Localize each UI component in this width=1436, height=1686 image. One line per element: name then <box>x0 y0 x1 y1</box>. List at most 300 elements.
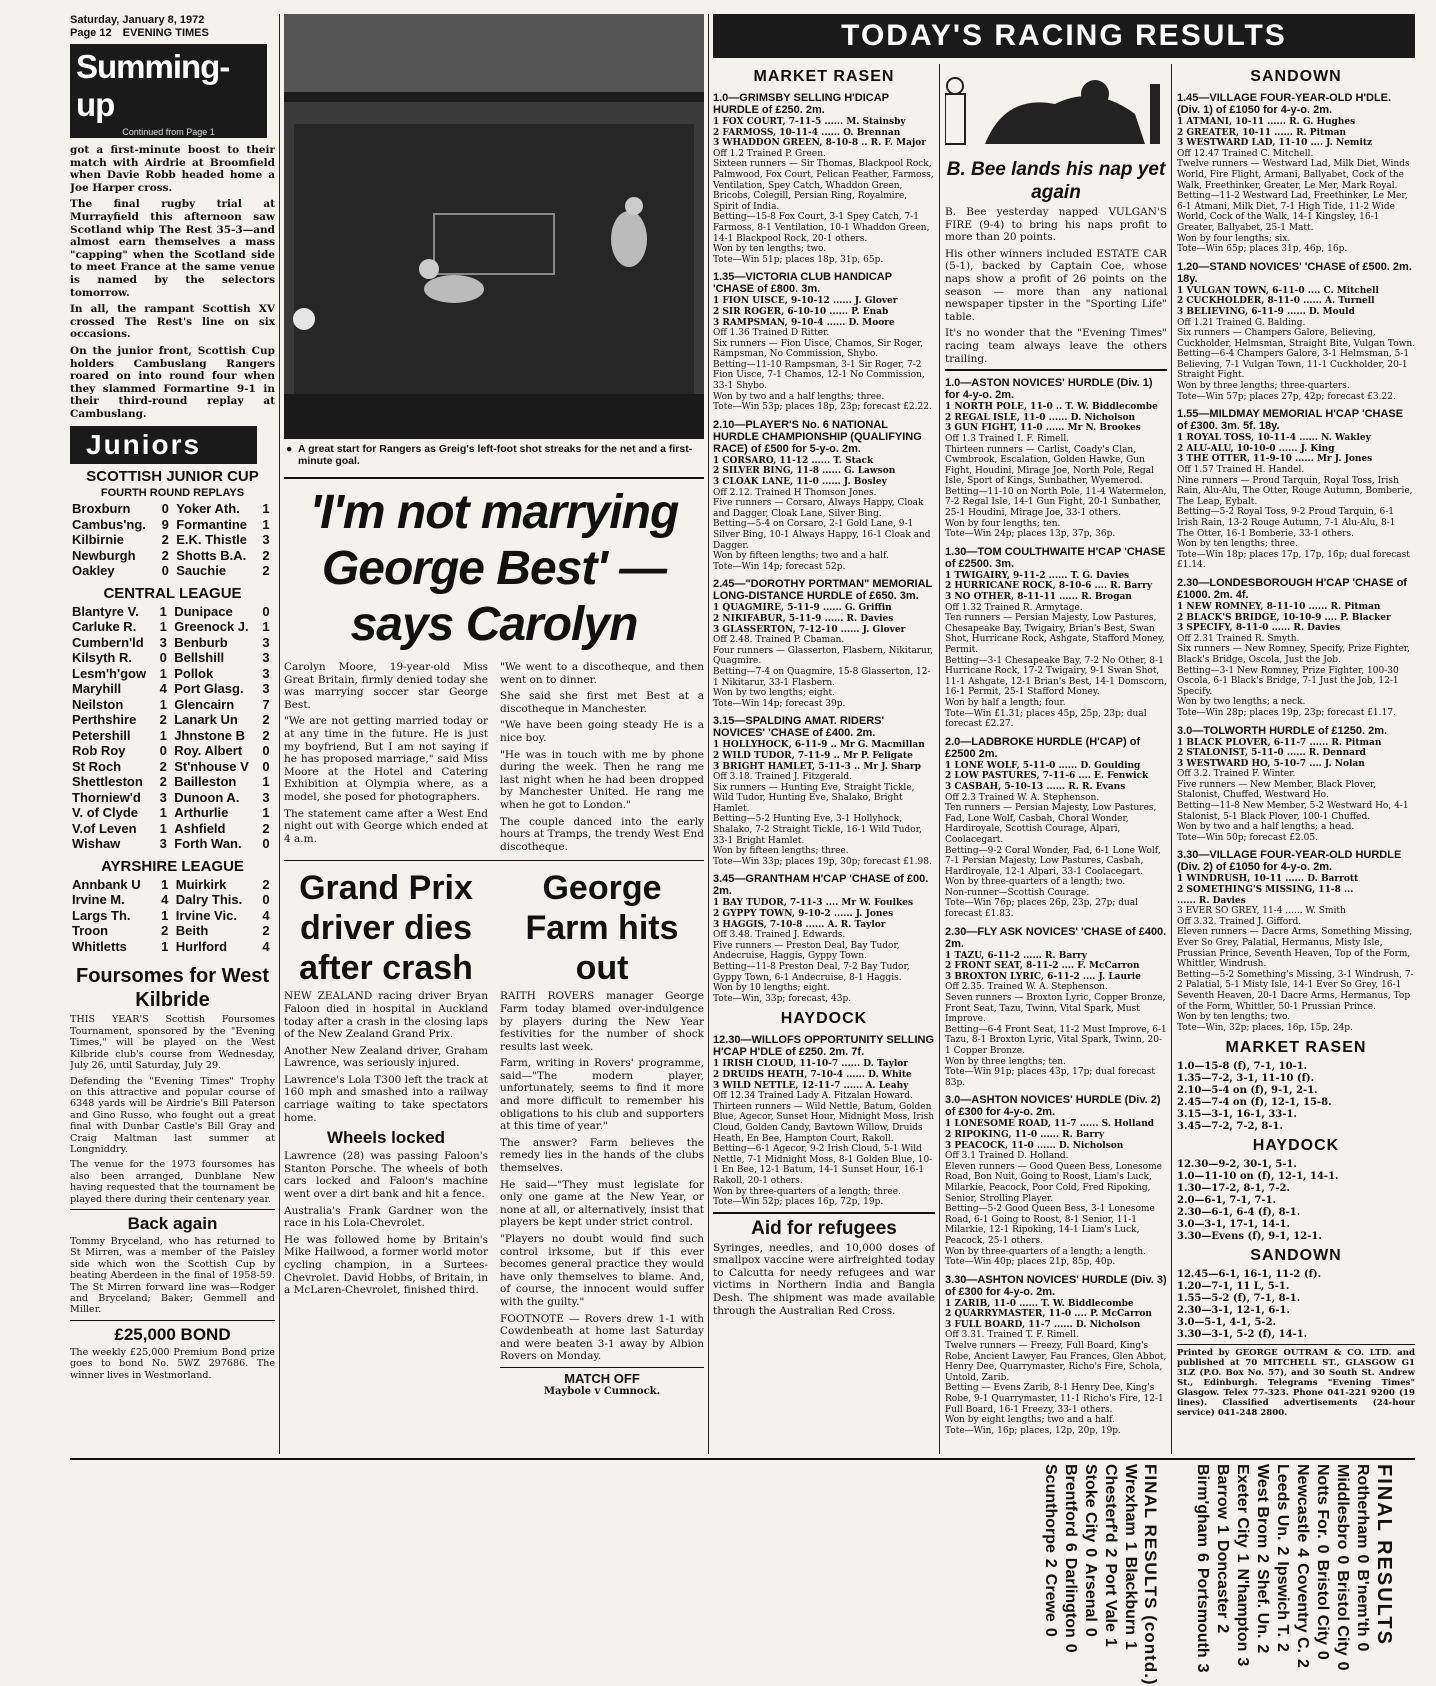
race-title: 3.0—TOLWORTH HURDLE of £1250. 2m. <box>1177 724 1388 737</box>
race-line: 1 LONE WOLF, 5-11-0 ...... D. Goulding <box>945 760 1141 771</box>
race-line: Tote—Win 53p; places 18p, 23p; forecast £2.22. <box>713 402 932 413</box>
jackpot-line: 1.0—15-8 (f), 7-1, 10-1. <box>1177 1061 1308 1073</box>
race-line: Won by ten lengths; three. <box>1177 539 1298 550</box>
race-line: Tote—Win 14p; forecast 39p. <box>713 698 846 709</box>
home-team: V.of Leven <box>72 820 137 836</box>
jackpot-line: 12.45—6-1, 16-1, 11-2 (f). <box>1177 1269 1322 1281</box>
final-result-row <box>1352 1464 1372 1679</box>
race-line: Won by four lengths; six. <box>1177 233 1291 244</box>
away-team: Doncaster <box>1214 1540 1231 1619</box>
result-row <box>70 681 275 697</box>
header-page <box>70 27 275 40</box>
race-line: 3 NO OTHER, 8-11-11 ...... R. Brogan <box>945 592 1132 603</box>
race-line: 1 TWIGAIRY, 9-11-2 ...... T. G. Davies <box>945 570 1130 581</box>
home-score: 0 <box>1334 1555 1351 1565</box>
race-line: Won by ten lengths; two. <box>713 244 827 255</box>
race-line: 3 FULL BOARD, 11-7 ...... D. Nicholson <box>945 1319 1141 1330</box>
result-row <box>70 836 275 852</box>
away-score: 2 <box>262 876 270 892</box>
final-result-row <box>1292 1464 1312 1679</box>
race-line: Twelve runners — Freezy, Full Board, King's Robe, Ancient Lawyer, Fau Frances, Glen Abbot, Henry Dee, Quarrymaster, Richo's Fire, Schola, Untold, Zarib. <box>945 1341 1167 1383</box>
away-score: 0 <box>262 603 270 619</box>
away-team: Bristol City <box>1314 1559 1331 1645</box>
grand-prix-p5: Australia's Frank Gardner won the race in his Lola-Chevrolet. <box>284 1204 488 1230</box>
result-row <box>70 666 275 682</box>
away-score: 3 <box>262 681 270 697</box>
race-line: 2 ALU-ALU, 10-10-0 ...... J. King <box>1177 443 1335 454</box>
carolyn-p6: "We have been going steady He is a nice boy. <box>500 719 704 744</box>
final-results-block <box>1192 1464 1395 1679</box>
race-title: 1.35—VICTORIA CLUB HANDICAP 'CHASE of £800. 3m. <box>713 271 892 296</box>
away-team: Arthurlie <box>174 805 229 821</box>
race-title: 1.45—VILLAGE FOUR-YEAR-OLD H'DLE. (Div. 1) of £1050 for 4-y-o. 2m. <box>1177 92 1392 116</box>
result-row <box>70 517 275 533</box>
race-line: 2 STALONIST, 5-11-0 ...... R. Dennard <box>1177 748 1366 759</box>
away-team: N'hampton <box>1234 1568 1251 1652</box>
away-score: 0 <box>262 836 270 852</box>
racing-col-3 <box>1177 64 1415 1464</box>
race-line: Eleven runners — Good Queen Bess, Lonesome Road, Bon Nuit, Going to Roost, Liam's Luck, Milarkie, Peacock, Poor Cold, Fred Ripoking, Senior, Strolling Player. <box>945 1161 1162 1204</box>
away-score: 2 <box>262 563 270 579</box>
home-team: Perthshire <box>72 712 137 728</box>
result-row <box>70 743 275 759</box>
carolyn-p8: The couple danced into the early hours at Tramps, the trendy West End discotheque. <box>500 815 704 853</box>
photo-caption-text: A great start for Rangers as Greig's left-foot shot streaks for the net and a first-minute goal. <box>298 443 693 467</box>
race-title: 3.15—SPALDING AMAT. RIDERS' NOVICES' 'CHASE of £400. 2m. <box>713 715 885 740</box>
race-line: 1 LONESOME ROAD, 11-7 ...... S. Holland <box>945 1119 1155 1130</box>
result-row <box>70 501 275 517</box>
race-line: Tote—Win, 32p; places, 16p, 15p, 24p. <box>1177 1022 1353 1033</box>
race-line: Tote—Win 57p; places 27p, 42p; forecast £3.22. <box>1177 391 1396 402</box>
race-line: Tote—Win 28p; places 19p, 23p; forecast £1.17. <box>1177 707 1396 718</box>
match-off-title: MATCH OFF <box>564 1370 640 1386</box>
final-result-row <box>1100 1464 1120 1686</box>
race-line: Off 2.31 Trained R. Smyth. <box>1177 633 1300 644</box>
race-line: Off 3.48. Trained J. Edwards. <box>713 930 846 941</box>
home-team: Exeter City <box>1234 1464 1251 1548</box>
away-team: Beith <box>175 923 209 939</box>
home-team: Wrexham <box>1122 1464 1139 1536</box>
race-line: Off 3.18. Trained J. Fitzgerald. <box>713 772 853 783</box>
race-line: Tote—Win £1.31; places 45p, 25p, 23p; dual forecast £2.27. <box>945 708 1147 730</box>
home-score: 2 <box>1254 1554 1271 1564</box>
race-line: Twelve runners — Westward Lad, Milk Diet, Winds World, Fire Flight, Armani, Ballyabet, Cock of the Walk, Freethinker, Greater, Le Mer, Mark Royal. <box>1177 159 1410 191</box>
race-line: 3 WESTWARD LAD, 11-10 .... J. Nemitz <box>1177 138 1373 149</box>
home-team: Irvine M. <box>72 892 125 908</box>
race-line: 1 NEW ROMNEY, 8-11-10 ...... R. Pitman <box>1177 601 1381 612</box>
home-team: Blantyre V. <box>72 603 139 619</box>
race-line: Betting—11-8 Preston Deal, 7-2 Bay Tudor, Gyppy Town, 6-1 Andecruise, 8-1 Haggis. <box>713 962 910 983</box>
jackpot-line: 1.55—5-2 (f), 7-1, 8-1. <box>1177 1293 1301 1305</box>
race-title: 3.30—ASHTON NOVICES' HURDLE (Div. 3) of £300 for 4-y-o. 2m. <box>945 1273 1167 1298</box>
george-farm-p5: "Players no doubt would find such control irksome, but if this ever becomes general practice they would have only themselves to blame. And, of course, the innocent would suffer with the guilty." <box>500 1233 704 1308</box>
home-score: 1 <box>159 619 167 635</box>
home-score: 0 <box>1354 1554 1371 1564</box>
race-line: 1 TAZU, 6-11-2 ...... R. Barry <box>945 950 1087 961</box>
race-title: 1.55—MILDMAY MEMORIAL H'CAP 'CHASE of £300. 3m. 5f. 18y. <box>1177 408 1404 433</box>
race-title: 2.30—LONDESBOROUGH H'CAP 'CHASE of £1000. 2m. 4f. <box>1177 576 1407 601</box>
summing-up-title: Summing-up <box>70 44 267 126</box>
result-row <box>70 548 275 564</box>
race-line: 3 HAGGIS, 7-10-8 ...... A. R. Taylor <box>713 919 886 930</box>
race-line: Betting—7-4 on Quagmire, 15-8 Glasserton, 12-1 Nikitarur, 33-1 Flasbern. <box>713 666 931 688</box>
race-line: 3 WESTWARD HO, 5-10-7 .... J. Nolan <box>1177 758 1365 769</box>
bullet-icon: ● <box>286 443 293 455</box>
away-score: 1 <box>262 774 270 790</box>
away-score: 0 <box>1354 1642 1371 1652</box>
race-line: Off 1.57 Trained H. Handel. <box>1177 465 1305 476</box>
cup-title: SCOTTISH JUNIOR CUP <box>86 468 259 486</box>
away-team: Portsmouth <box>1194 1567 1211 1658</box>
jackpot-line: 1.0—11-10 on (f), 12-1, 14-1. <box>1177 1171 1339 1183</box>
jackpot-haydock <box>1177 1159 1415 1243</box>
refugees-p1: Syringes, needles, and 10,000 doses of smallpox vaccine were airfreighted today to Calcutta for needy refugees and war victims in Northern India and Bangla Desh. The shipment was made available through the Australian Red Cross. <box>713 1241 935 1317</box>
carolyn-p5: She said she first met Best at a discotheque in Manchester. <box>500 690 704 715</box>
racing-col-1 <box>713 64 935 1464</box>
away-team: Arsenal <box>1082 1563 1099 1622</box>
home-team: Neilston <box>72 696 124 712</box>
race-title: 12.30—WILLOFS OPPORTUNITY SELLING H'CAP H'DLE of £250. 2m. 7f. <box>713 1034 935 1059</box>
away-score: 1 <box>262 805 270 821</box>
race-line: Six runners — Hunting Eve, Straight Tickle, Wild Tudor, Hunting Eve, Shalako, Bright Hamlet. <box>713 782 915 814</box>
home-score: 2 <box>159 712 167 728</box>
left-column <box>70 14 275 1464</box>
race-title: 3.30—VILLAGE FOUR-YEAR-OLD HURDLE (Div. 2) of £1050 for 4-y-o. 2m. <box>1177 849 1402 874</box>
george-farm-p6: FOOTNOTE — Rovers drew 1-1 with Cowdenbeath at home last Saturday and were beaten 3-1 away by Albion Rovers on Monday. <box>500 1312 704 1363</box>
final-result-row <box>1332 1464 1352 1679</box>
race-line: Betting—11-2 Westward Lad, Freethinker, Le Mer, 6-1 Atmani, Milk Diet, 7-1 High Tide, 11-2 Wide World, Cock of the Walk, 14-1 Kingsley, 16-1 Greater, Ballyabet, 25-1 Matt. <box>1177 191 1408 233</box>
jackpot-line: 3.45—7-2, 7-2, 8-1. <box>1177 1121 1283 1133</box>
race-line: 1 CORSARO, 11-12 ...... T. Stack <box>713 455 874 466</box>
bee-headline: B. Bee lands his nap yet again <box>946 159 1166 203</box>
race-title: 1.0—GRIMSBY SELLING H'DICAP HURDLE of £250. 2m. <box>713 92 889 116</box>
final-result-row <box>1212 1464 1232 1679</box>
race-line: 1 WINDRUSH, 10-11 ...... D. Barrott <box>1177 874 1359 885</box>
away-team: Darlington <box>1062 1557 1079 1638</box>
race-line: Won by two lengths; eight. <box>713 688 835 699</box>
home-score: 2 <box>1102 1548 1119 1558</box>
home-score: 2 <box>159 758 167 774</box>
final-results-contd-rows <box>1040 1464 1140 1686</box>
summing-up-p4: On the junior front, Scottish Cup holders Cambuslang Rangers roared on into round four when they slammed Formartine 9-1 in their third-round replay at Cambuslang. <box>70 344 275 420</box>
race-line: Five runners — New Member, Black Plover, Stalonist, Chuffed, Westward Ho. <box>1177 779 1377 801</box>
away-score: 0 <box>1062 1643 1079 1653</box>
home-score: 1 <box>1214 1525 1231 1535</box>
george-farm-headline: George Farm hits out <box>525 869 679 988</box>
race-line: 1 HOLLYHOCK, 6-11-9 .. Mr G. Macmillan <box>713 740 925 751</box>
away-team: Dunoon A. <box>174 789 240 805</box>
race-line: Six runners — Champers Galore, Believing, Cuckholder, Helmsman, Straight Bite, Vulgan Town. <box>1177 328 1415 349</box>
home-score: 4 <box>161 892 169 908</box>
jackpot-market-rasen-title: MARKET RASEN <box>1225 1039 1367 1057</box>
race-line: 2 QUARRYMASTER, 11-0 .... P. McCarron <box>945 1309 1152 1320</box>
home-team: Stoke City <box>1082 1464 1099 1543</box>
away-team: Port Glasg. <box>174 681 244 697</box>
home-score: 0 <box>1314 1544 1331 1554</box>
away-team: Shotts B.A. <box>176 547 247 563</box>
ayrshire-league-title: AYRSHIRE LEAGUE <box>101 857 244 875</box>
foursomes-p3: The venue for the 1973 foursomes has also been arranged, Dunblane New having requested that the tournament be played there during their centenary year. <box>70 1159 275 1205</box>
race-line: Tote—Win 50p; forecast £2.05. <box>1177 832 1318 843</box>
home-score: 1 <box>1234 1553 1251 1563</box>
away-score: 3 <box>262 634 270 650</box>
race-line: 3 GUN FIGHT, 11-0 ...... Mr N. Brookes <box>945 423 1141 434</box>
home-score: 0 <box>161 501 169 517</box>
market-rasen-races <box>713 92 935 1004</box>
away-team: Bristol City <box>1334 1570 1351 1656</box>
race-line: 1 ZARIB, 11-0 ...... T. W. Biddlecombe <box>945 1298 1134 1309</box>
home-score: 1 <box>159 727 167 743</box>
away-team: Pollok <box>174 665 214 681</box>
race-line: 3 BROXTON LYRIC, 6-11-2 .... J. Laurie <box>945 971 1141 982</box>
race-line: Seven runners — Broxton Lyric, Copper Bronze, Front Seat, Tazu, Twinn, Vital Spark, Must Improve. <box>945 993 1166 1025</box>
race-line: 3 GLASSERTON, 7-12-10 ...... J. Glover <box>713 624 906 635</box>
jackpot-line: 3.15—3-1, 16-1, 33-1. <box>1177 1109 1297 1121</box>
race-line: Ten runners — Persian Majesty, Low Pastures, Fad, Lone Wolf, Casbah, Choral Wonder, Hardiroyale, Scottish Courage, Alpari, Coolacegart. <box>945 803 1157 845</box>
away-score: 0 <box>1042 1627 1059 1637</box>
home-score: 2 <box>161 923 169 939</box>
home-score: 1 <box>159 805 167 821</box>
home-team: West Brom <box>1254 1464 1271 1549</box>
home-score: 4 <box>1294 1548 1311 1558</box>
away-score: 4 <box>262 907 270 923</box>
grand-prix-headline: Grand Prix driver dies after crash <box>299 869 473 988</box>
final-result-row <box>1120 1464 1140 1686</box>
home-score: 3 <box>159 634 167 650</box>
home-team: Lesm'h'gow <box>72 665 147 681</box>
race-line: Won by two lengths; a neck. <box>1177 697 1306 708</box>
race-line: Off 1.36 Trained D Ritter. <box>713 328 830 339</box>
home-team: Rotherham <box>1354 1464 1371 1549</box>
race-line: Won by eight lengths; two and a half. <box>945 1415 1115 1426</box>
away-team: Bellshill <box>174 650 225 666</box>
away-team: St'nhouse V <box>174 758 249 774</box>
home-team: Middlesbro <box>1334 1464 1351 1550</box>
race-line: 1 QUAGMIRE, 5-11-9 ...... G. Griffin <box>713 603 892 614</box>
bond-p1: The weekly £25,000 Premium Bond prize goes to bond No. 5WZ 297686. The winner lives in Westmorland. <box>70 1346 275 1381</box>
central-league-table <box>70 604 275 852</box>
race-line: Won by three lengths; three-quarters. <box>1177 381 1350 392</box>
race-line: 3 SPECIFY, 8-11-0 ...... R. Davies <box>1177 623 1341 634</box>
away-team: Bailleston <box>174 774 237 790</box>
away-team: Yoker Ath. <box>176 501 240 517</box>
race-line: 2 GYPPY TOWN, 9-10-2 ...... J. Jones <box>713 909 894 920</box>
race-line: Thirteen runners — Carlist, Coady's Clan, Cwmbrook, Escalation, Golden Hawke, Gun Fight, Houdini, Mirage Joe, North Pole, Regal Isle, Sport of Kings, Sunbather, Wyemerod. <box>945 444 1154 487</box>
race-line: Tote—Win 76p; places 26p, 23p, 27p; dual forecast £1.83. <box>945 898 1139 920</box>
george-farm-p1: RAITH ROVERS manager George Farm today blamed over-indulgence by players during the New Year festivities for the number of shock results last week. <box>500 990 704 1053</box>
result-row <box>70 728 275 744</box>
photo-scene <box>284 14 704 439</box>
home-team: Newcastle <box>1294 1464 1311 1543</box>
race-line: 3 WILD NETTLE, 12-11-7 ...... A. Leahy <box>713 1080 909 1091</box>
foursomes-p2: Defending the "Evening Times" Trophy on this attractive and popular course of 6348 yards will be Airdrie's Bill Paterson and Gino Russo, who fought out a great final with Dunbar Castle's Bill Gray and Craig Maltman last summer at Longniddry. <box>70 1075 275 1155</box>
home-score: 2 <box>1274 1546 1291 1556</box>
away-team: Dunipace <box>174 603 233 619</box>
home-team: Barrow <box>1214 1464 1231 1520</box>
result-row <box>70 650 275 666</box>
result-row <box>70 532 275 548</box>
race-line: Betting—11-10 Rampsman, 3-1 Sir Roger, 7-2 Fion Uisce, 7-1 Chamos, 12-1 No Commission, 33-1 Shybo. <box>713 359 925 392</box>
race-title: 3.45—GRANTHAM H'CAP 'CHASE of £00. 2m. <box>713 873 929 898</box>
away-team: Roy. Albert <box>174 743 243 759</box>
header-date: Saturday, January 8, 1972 <box>70 14 205 26</box>
away-team: Hurlford <box>175 938 228 954</box>
race-line: Won by fifteen lengths; two and a half. <box>713 551 889 562</box>
home-score: 6 <box>1194 1552 1211 1562</box>
home-team: Newburgh <box>72 547 136 563</box>
race-line: Won by half a length; four. <box>945 697 1066 708</box>
race-line: 2 HURRICANE ROCK, 8-10-6 .... R. Barry <box>945 581 1153 592</box>
home-team: Cumbern'ld <box>72 634 144 650</box>
home-team: Chesterf'd <box>1102 1464 1119 1543</box>
race-line: Tote—Win, 33p; forecast, 43p. <box>713 993 852 1004</box>
away-score: 2 <box>1294 1658 1311 1668</box>
away-team: B'nem'th <box>1354 1569 1371 1637</box>
race-line: Won by two and a half lengths; three. <box>713 391 885 402</box>
result-row <box>70 604 275 620</box>
summing-up-p2: The final rugby trial at Murrayfield this afternoon saw Scotland whip The Rest 35-3—and almost earn themselves a mass "capping" when the Scotland side to meet France at the same venue is named by the selectors tomorrow. <box>70 198 275 299</box>
race-line: 1 IRISH CLOUD, 11-10-7 ...... D. Taylor <box>713 1059 909 1070</box>
haydock-title: HAYDOCK <box>780 1010 868 1028</box>
home-team: Petershill <box>72 727 131 743</box>
away-team: Formantine <box>176 516 247 532</box>
race-line: Off 12.34 Trained Lady A. Fitzalan Howard. <box>713 1091 913 1102</box>
away-score: 0 <box>262 758 270 774</box>
jackpot-line: 1.30—17-2, 8-1, 7-2. <box>1177 1183 1290 1195</box>
final-results-contd-block <box>1040 1464 1160 1686</box>
continued-note: Continued from Page 1 <box>70 126 267 138</box>
race-line: 1 BLACK PLOVER, 6-11-7 ...... R. Pitman <box>1177 737 1382 748</box>
george-farm-p2: Farm, writing in Rovers' programme, said—"The modern player, unfortunately, seems to find it more and more difficult to remember his obligations to his club and supporters at this time of year." <box>500 1057 704 1133</box>
race-line: 3 BRIGHT HAMLET, 5-11-3 .. Mr J. Sharp <box>713 761 921 772</box>
home-team: Birm'gham <box>1194 1464 1211 1547</box>
grand-prix-p2: Another New Zealand driver, Graham Lawrence, was seriously injured. <box>284 1044 488 1070</box>
final-result-row <box>1080 1464 1100 1686</box>
race-line: Tote—Win, 16p; places, 12p, 20p, 19p. <box>945 1425 1121 1436</box>
home-team: Largs Th. <box>72 907 131 923</box>
home-team: Leeds Un. <box>1274 1464 1291 1541</box>
race-line: 2 FARMOSS, 10-11-4 ...... O. Brennan <box>713 127 901 138</box>
away-score: 2 <box>1214 1624 1231 1634</box>
home-score: 0 <box>161 563 169 579</box>
home-score: 2 <box>1042 1558 1059 1568</box>
race-line: Off 3.2. Trained F. Winter. <box>1177 769 1296 780</box>
race-line: Betting—11-8 New Member, 5-2 Westward Ho, 4-1 Stalonist, 5-1 Black Plover, 100-1 Chuffed. <box>1177 801 1409 822</box>
race-line: Betting—15-8 Fox Court, 3-1 Spey Catch, 7-1 Farmoss, 8-1 Ventilation, 10-1 Whaddon Green, 14-1 Blackpool Rock, 20-1 others. <box>713 212 930 244</box>
home-score: 1 <box>159 665 167 681</box>
juniors-title: Juniors <box>70 426 257 464</box>
carolyn-p3: The statement came after a West End night out with George which ended at 4 a.m. <box>284 807 488 845</box>
home-score: 3 <box>159 789 167 805</box>
home-team: Broxburn <box>72 501 131 517</box>
away-score: 0 <box>1082 1627 1099 1637</box>
home-team: V. of Clyde <box>72 805 138 821</box>
race-line: Tote—Win 52p; places 16p, 72p, 19p. <box>713 1197 884 1208</box>
away-team: Shef. Un. <box>1254 1569 1271 1639</box>
result-row <box>70 619 275 635</box>
jackpot-sandown <box>1177 1269 1415 1341</box>
away-team: Blackburn <box>1122 1556 1139 1635</box>
result-row <box>70 759 275 775</box>
race-line: 3 WHADDON GREEN, 8-10-8 .. R. F. Major <box>713 138 926 149</box>
wheels-locked-subhead: Wheels locked <box>326 1128 446 1148</box>
carolyn-col-2 <box>500 661 704 857</box>
away-team: Glencairn <box>174 696 235 712</box>
result-row <box>70 774 275 790</box>
race-line: Off 2.12. Trained H Thomson Jones. <box>713 487 877 498</box>
race-title: 2.0—LADBROKE HURDLE (H'CAP) of £2500 2m. <box>945 735 1141 760</box>
away-score: 2 <box>262 727 270 743</box>
home-score: 4 <box>159 681 167 697</box>
race-line: 1 FION UISCE, 9-10-12 ...... J. Glover <box>713 296 898 307</box>
race-line: Tote—Win 51p; places 18p, 31p, 65p. <box>713 254 884 265</box>
race-title: 2.10—PLAYER'S No. 6 NATIONAL HURDLE CHAMPIONSHIP (QUALIFYING RACE) of £500 for 5-y-o. 2m. <box>713 418 922 455</box>
away-team: Lanark Un <box>174 712 238 728</box>
away-team: Coventry C. <box>1294 1563 1311 1653</box>
race-line: Off 2.35. Trained W. A. Stephenson. <box>945 982 1108 993</box>
away-score: 1 <box>1122 1640 1139 1650</box>
jackpot-line: 3.0—5-1, 4-1, 5-2. <box>1177 1317 1277 1329</box>
away-score: 0 <box>262 743 270 759</box>
race-line: ...... R. Davies <box>1177 895 1246 906</box>
race-line: 2 NIKIFABUR, 5-11-9 ...... R. Davies <box>713 613 894 624</box>
ayrshire-league-table <box>70 877 275 955</box>
george-farm-p3: The answer? Farm believes the remedy lies in the hands of the clubs themselves. <box>500 1136 704 1175</box>
race-line: Six runners — Fion Uisce, Chamos, Sir Roger, Rampsman, No Commission, Shybo. <box>713 338 924 360</box>
away-team: Ipswich T. <box>1274 1561 1291 1637</box>
grand-prix-p1: NEW ZEALAND racing driver Bryan Faloon died in hospital in Auckland today after a crash in the closing laps of the New Zealand Grand Prix. <box>284 990 488 1041</box>
racing-section <box>713 14 1415 1464</box>
race-title: 2.45—"DOROTHY PORTMAN" MEMORIAL LONG-DISTANCE HURDLE of £650. 3m. <box>713 578 933 603</box>
race-line: 2 BLACK'S BRIDGE, 10-10-9 .... P. Blacker <box>1177 612 1391 623</box>
result-row <box>70 805 275 821</box>
away-score: 3 <box>262 789 270 805</box>
cup-subtitle: FOURTH ROUND REPLAYS <box>100 487 245 500</box>
jackpot-line: 3.0—3-1, 17-1, 14-1. <box>1177 1219 1290 1231</box>
result-row <box>70 877 275 893</box>
race-line: 1 BAY TUDOR, 7-11-3 .... Mr W. Foulkes <box>713 898 914 909</box>
away-score: 1 <box>262 501 270 517</box>
away-score: 2 <box>1254 1644 1271 1654</box>
race-line: 2 REGAL ISLE, 11-0 ...... D. Nicholson <box>945 412 1136 423</box>
home-team: Notts For. <box>1314 1464 1331 1539</box>
jackpot-line: 2.30—6-1, 6-4 (f), 8-1. <box>1177 1207 1301 1219</box>
grand-prix-p3: Lawrence's Lola T300 left the track at 160 mph and smashed into a railway carriage waiting to take spectators home. <box>284 1073 488 1124</box>
race-line: Won by 10 lengths; eight. <box>713 983 830 994</box>
market-rasen-title: MARKET RASEN <box>753 68 895 85</box>
home-team: Cambus'ng. <box>72 516 146 532</box>
away-team: E.K. Thistle <box>176 532 247 548</box>
home-team: Brentford <box>1062 1464 1079 1537</box>
away-score: 1 <box>1102 1637 1119 1647</box>
haydock-races-continued <box>945 377 1167 1436</box>
race-line: Won by two and a half lengths; a head. <box>1177 822 1355 833</box>
carolyn-p1: Carolyn Moore, 19-year-old Miss Great Britain, firmly denied today she was marrying soccer star George Best. <box>284 661 488 711</box>
race-line: Betting—6-1 Agecor, 9-2 Irish Cloud, 5-1 Wild Nettle, 7-1 Midnight Moss, 8-1 Golden Blue, 10-1 En Bee, 12-1 Batum, 14-1 Sunset Hour, 16-1 Rakoll, 20-1 others. <box>713 1144 933 1186</box>
away-team: Crewe <box>1042 1573 1059 1622</box>
home-team: Kilbirnie <box>72 532 125 548</box>
race-line: Betting—9-2 Coral Wonder, Fad, 6-1 Lone Wolf, 7-1 Persian Majesty, Low Pastures, Casbah, Hardiroyale, 12-1 Alpari, 33-1 Coolacegart. <box>945 845 1161 877</box>
photo-caption <box>284 439 704 473</box>
result-row <box>70 790 275 806</box>
race-line: Tote—Win 40p; places 21p, 85p, 40p. <box>945 1257 1116 1268</box>
race-line: 2 DRUIDS HEATH, 7-10-4 ...... D. White <box>713 1069 912 1080</box>
home-score: 2 <box>161 532 169 548</box>
jackpot-line: 3.30—Evens (f), 9-1, 12-1. <box>1177 1231 1322 1243</box>
race-line: 2 SIR ROGER, 6-10-10 ...... P. Enab <box>713 306 889 317</box>
jackpot-line: 1.35—7-2, 3-1, 11-10 (f). <box>1177 1073 1315 1085</box>
race-line: 3 PEACOCK, 11-0 ...... D. Nicholson <box>945 1140 1124 1151</box>
